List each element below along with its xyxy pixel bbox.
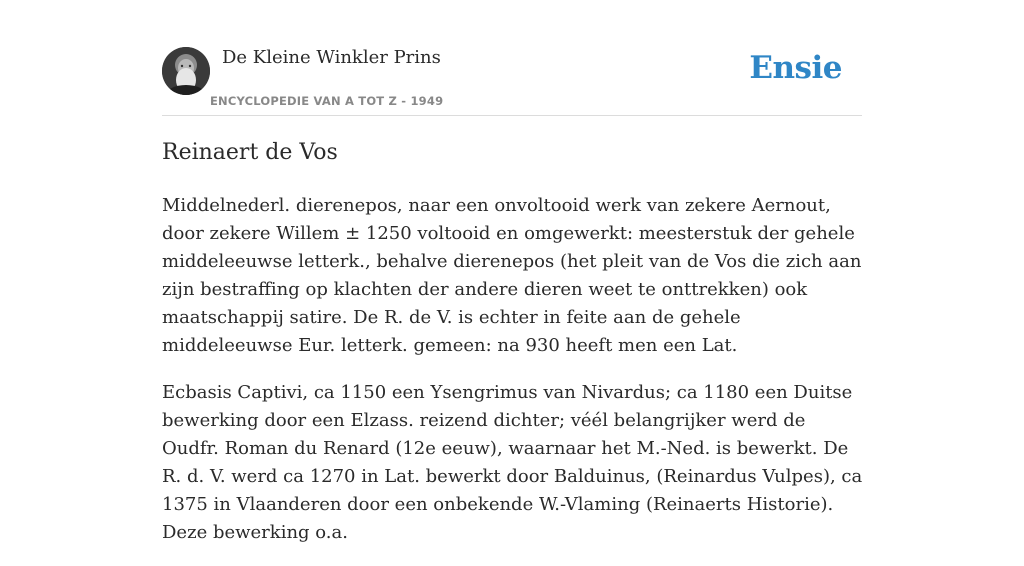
book-subtitle: ENCYCLOPEDIE VAN A TOT Z - 1949 (210, 94, 444, 108)
entry-paragraph: Middelnederl. dierenepos, naar een onvoltooid werk van zekere Aernout, door zekere Willem ± 1250 voltooid en omgewerkt: meesterstuk der gehele middeleeuwse letterk., behalve dierenepos (het pleit van de Vos die zich aan zijn bestraffing op klachten der andere dieren weet te onttrekken) ook maatschappij satire. De R. de V. is echter in feite aan de gehele middeleeuwse Eur. letterk. gemeen: na 930 heeft men een Lat. (162, 195, 862, 356)
entry-title: Reinaert de Vos (162, 140, 338, 165)
page-header (162, 40, 862, 116)
entry-paragraph: Ecbasis Captivi, ca 1150 een Ysengrimus van Nivardus; ca 1180 een Duitse bewerking door een Elzass. reizend dichter; véél belangrijker werd de Oudfr. Roman du Renard (12e eeuw), waarnaar het M.-Ned. is bewerkt. De R. d. V. werd ca 1270 in Lat. bewerkt door Balduinus, (Reinardus Vulpes), ca 1375 in Vlaanderen door een onbekende W.-Vlaming (Reinaerts Historie). Deze bewerking o.a. (162, 382, 863, 543)
book-title[interactable]: De Kleine Winkler Prins (222, 47, 441, 68)
ensie-logo-link[interactable]: Ensie (749, 50, 842, 86)
author-portrait-icon[interactable] (162, 47, 210, 95)
entry-content (162, 192, 866, 566)
